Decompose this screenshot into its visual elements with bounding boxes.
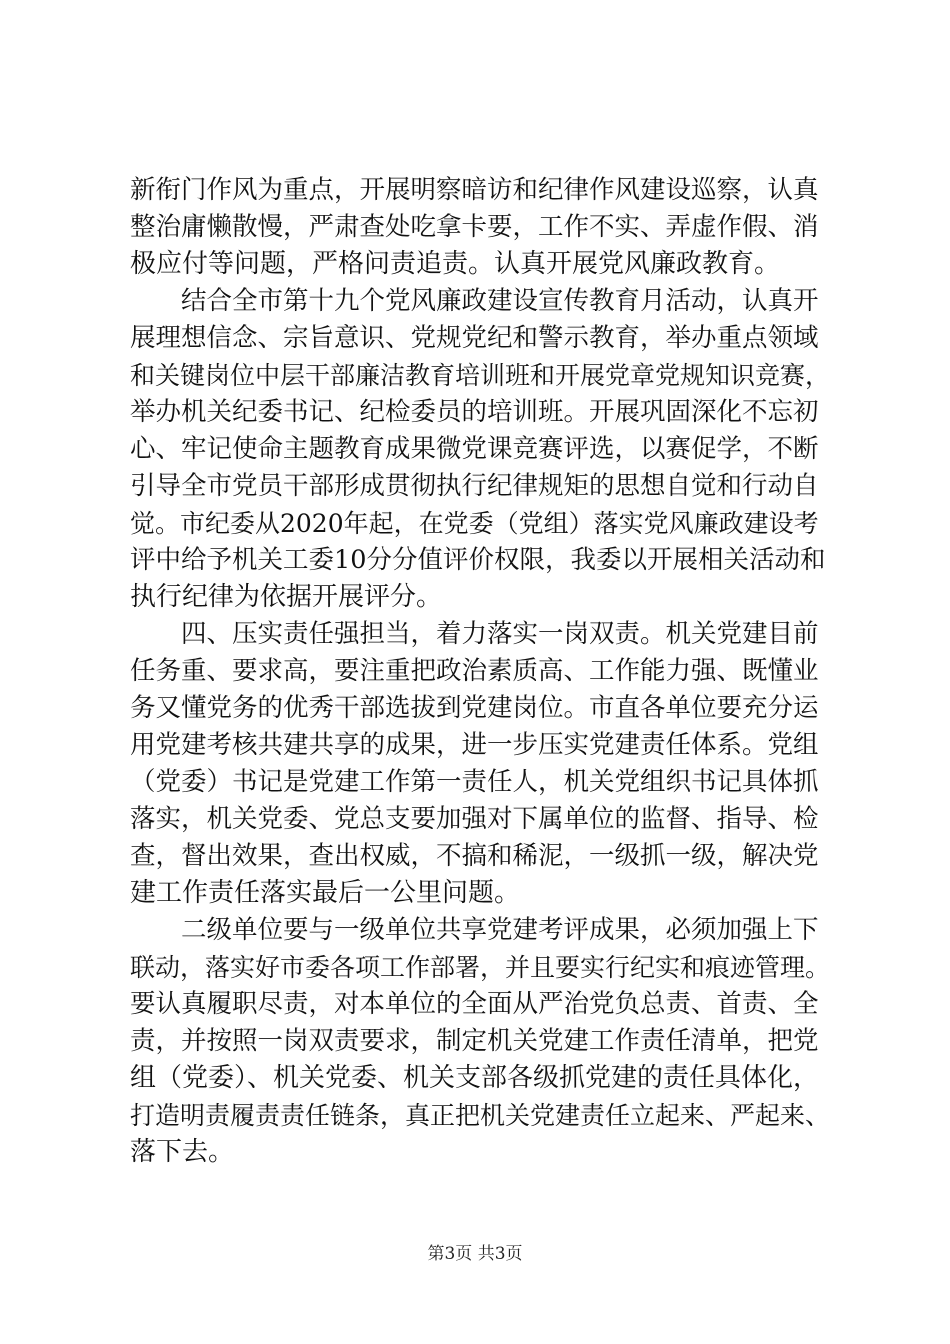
text-line: 执行纪律为依据开展评分。 (130, 582, 443, 612)
text-line: 任务重、要求高，要注重把政治素质高、工作能力强、既懂业 (130, 656, 819, 686)
text-line: 打造明责履责责任链条，真正把机关党建责任立起来、严起来、 (130, 1101, 831, 1130)
text-line: 极应付等问题，严格问责追责。认真开展党风廉政教育。 (130, 249, 781, 279)
document-body (130, 172, 830, 1171)
text-line: 心、牢记使命主题教育成果微党课竞赛评选，以赛促学，不断 (130, 434, 819, 464)
text-line: 落下去。 (130, 1137, 235, 1167)
text-line: 联动，落实好市委各项工作部署，并且要实行纪实和痕迹管理。 (130, 953, 831, 982)
text-line: 觉。市纪委从2020年起，在党委（党组）落实党风廉政建设考 (130, 509, 819, 538)
text-line: 举办机关纪委书记、纪检委员的培训班。开展巩固深化不忘初 (130, 397, 819, 427)
text-line: 用党建考核共建共享的成果，进一步压实党建责任体系。党组 (130, 730, 819, 760)
text-line: 建工作责任落实最后一公里问题。 (130, 878, 521, 908)
text-line: 结合全市第十九个党风廉政建设宣传教育月活动，认真开 (130, 286, 819, 316)
text-line: 展理想信念、宗旨意识、党规党纪和警示教育，举办重点领域 (130, 323, 819, 353)
text-line: 引导全市党员干部形成贯彻执行纪律规矩的思想自觉和行动自 (130, 471, 819, 501)
text-line: 新衔门作风为重点，开展明察暗访和纪律作风建设巡察，认真 (130, 175, 819, 205)
text-line: 和关键岗位中层干部廉洁教育培训班和开展党章党规知识竞赛， (130, 361, 831, 390)
text-line: （党委）书记是党建工作第一责任人，机关党组织书记具体抓 (130, 767, 819, 797)
text-line: 查，督出效果，查出权威，不搞和稀泥，一级抓一级，解决党 (130, 841, 819, 871)
text-line: 落实，机关党委、党总支要加强对下属单位的监督、指导、检 (130, 804, 819, 834)
text-line: 务又懂党务的优秀干部选拔到党建岗位。市直各单位要充分运 (130, 693, 819, 723)
page-number-footer: 第3页 共3页 (427, 1244, 523, 1264)
text-line: 四、压实责任强担当，着力落实一岗双责。机关党建目前 (130, 619, 819, 649)
text-line: 评中给予机关工委10分分值评价权限，我委以开展相关活动和 (130, 545, 826, 575)
text-line: 整治庸懒散慢，严肃查处吃拿卡要，工作不实、弄虚作假、消 (130, 212, 819, 242)
text-line: 二级单位要与一级单位共享党建考评成果，必须加强上下 (130, 915, 819, 945)
text-line: 责，并按照一岗双责要求，制定机关党建工作责任清单，把党 (130, 1026, 819, 1056)
text-line: 要认真履职尽责，对本单位的全面从严治党负总责、首责、全 (130, 989, 819, 1019)
text-line: 组（党委）、机关党委、机关支部各级抓党建的责任具体化， (130, 1063, 820, 1093)
